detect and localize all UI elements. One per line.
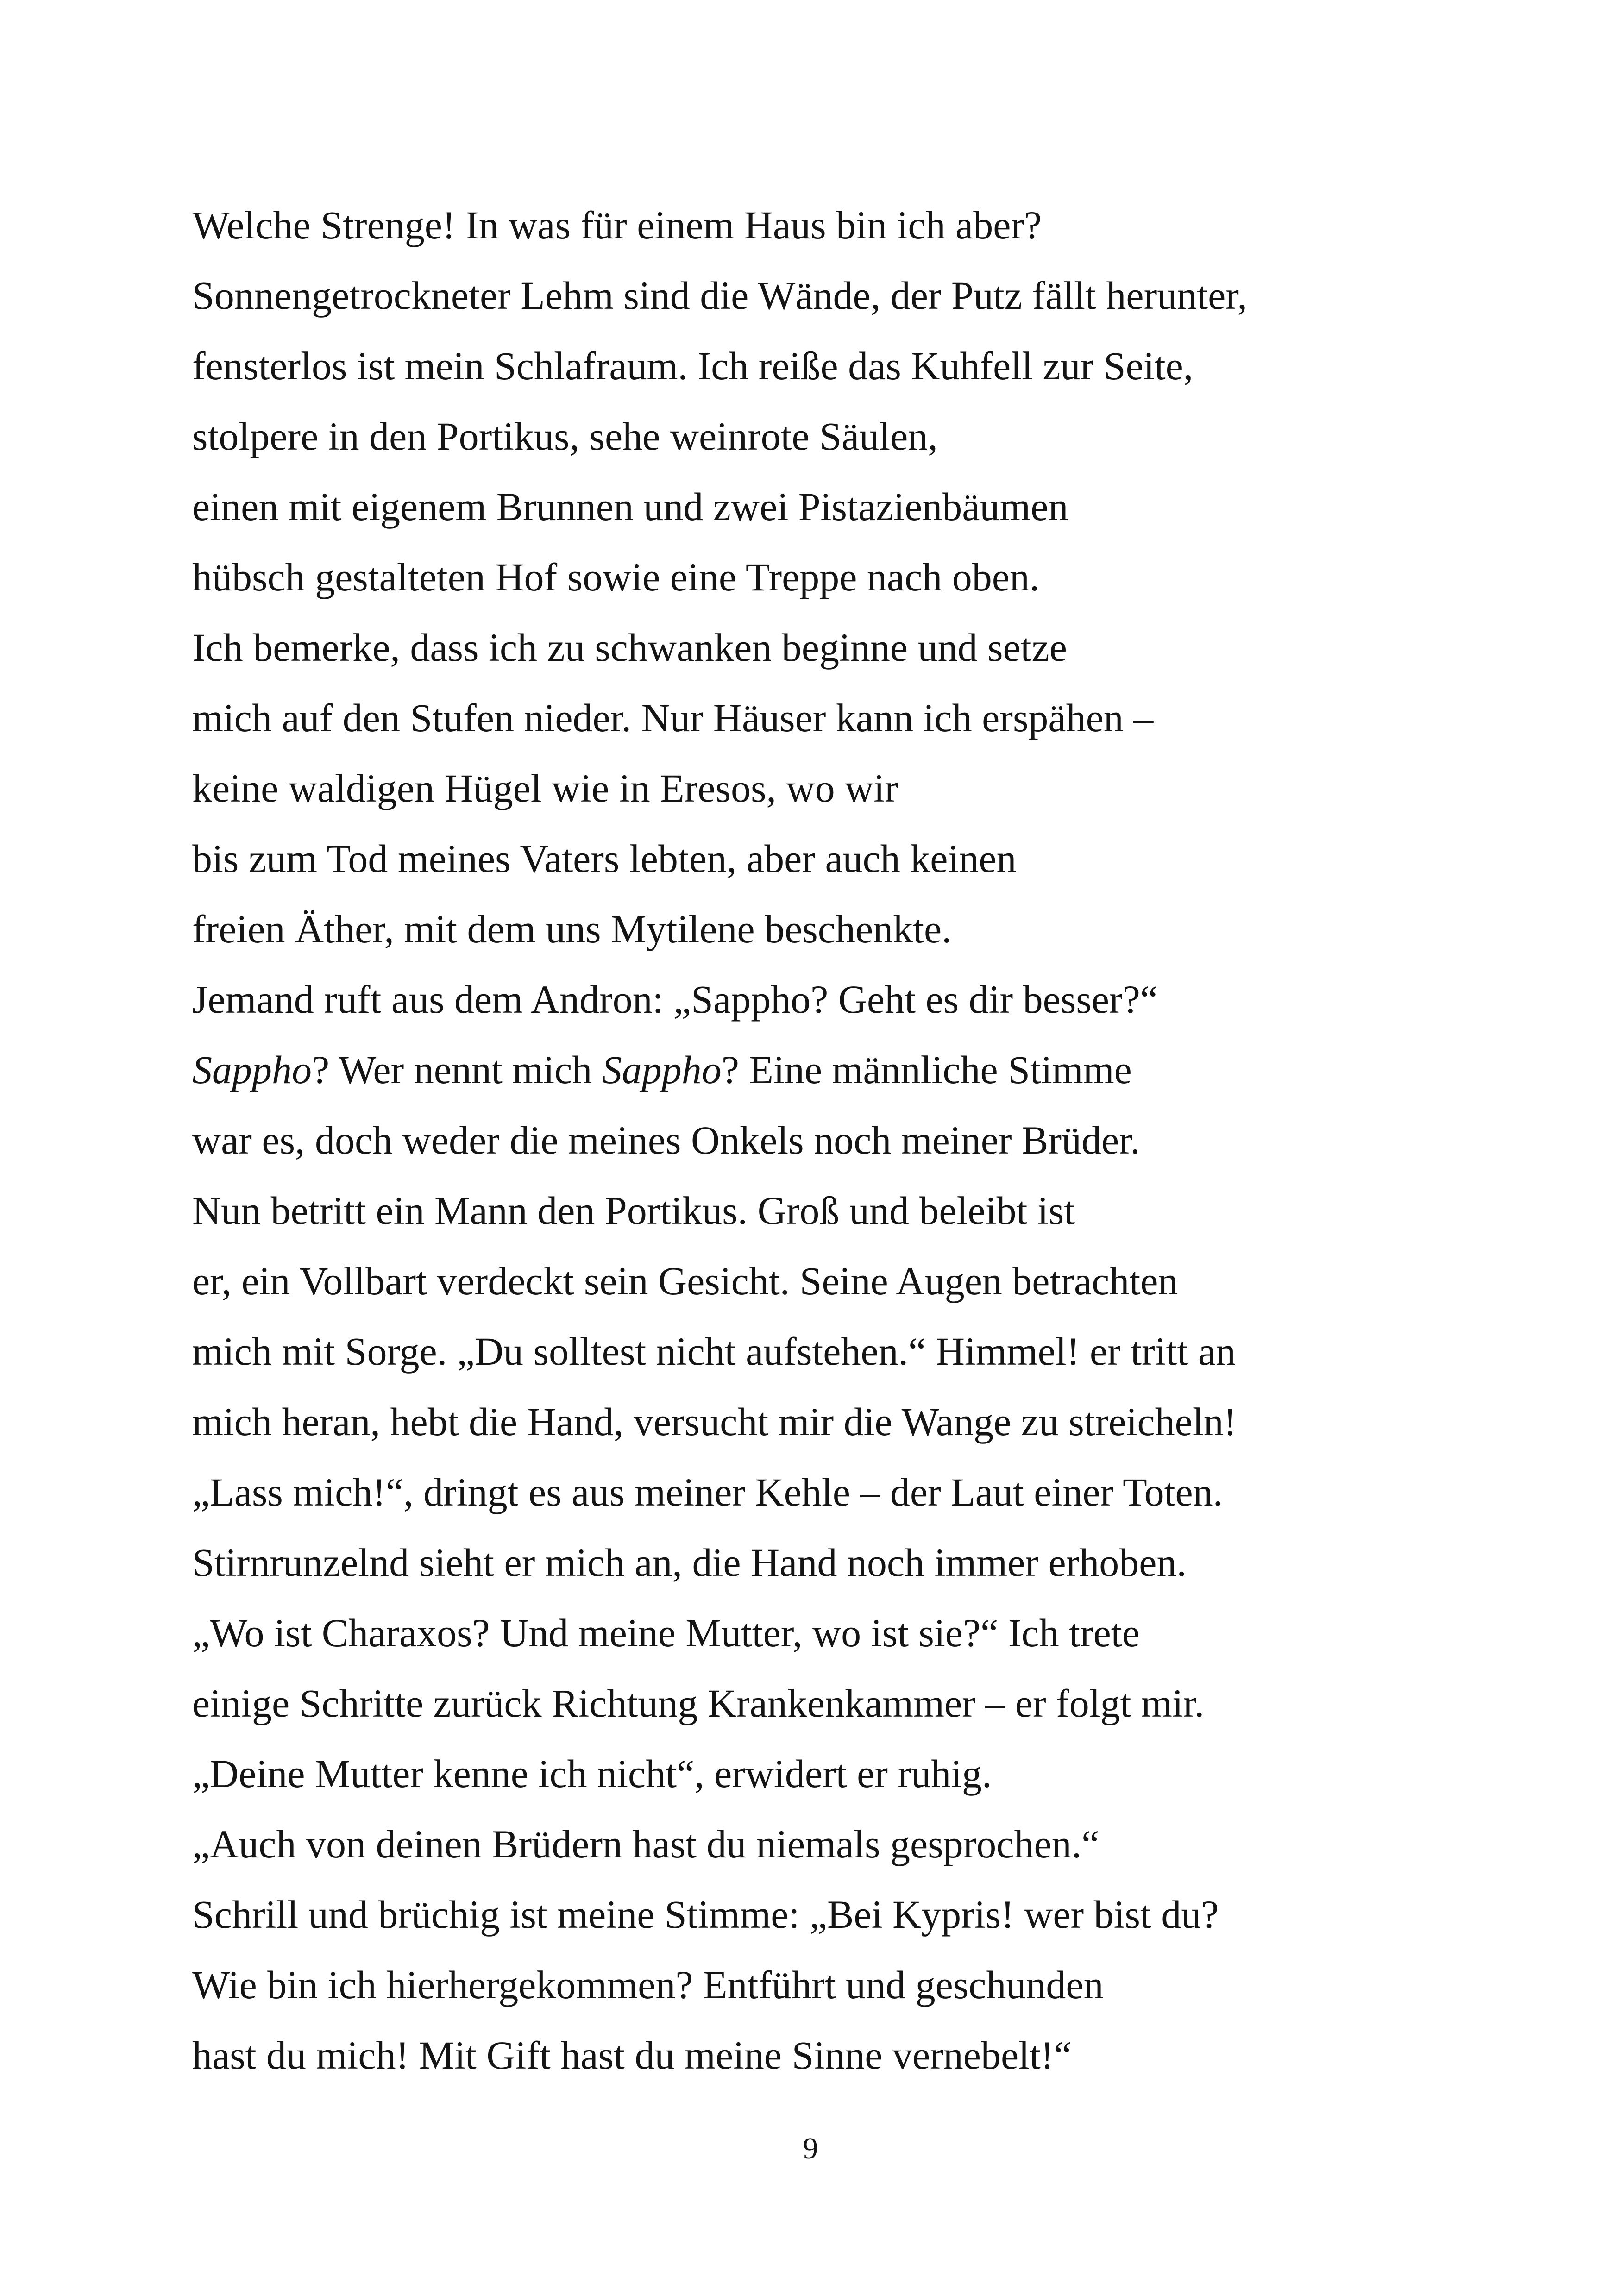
text-line: einige Schritte zurück Richtung Krankenkammer – er folgt mir.: [192, 1681, 1205, 1725]
text-line: Nun betritt ein Mann den Portikus. Groß und beleibt ist: [192, 1188, 1075, 1233]
text-line: mich auf den Stufen nieder. Nur Häuser kann ich erspähen –: [192, 696, 1154, 740]
text-line: „Auch von deinen Brüdern hast du niemals gesprochen.“: [192, 1822, 1100, 1866]
text-line: bis zum Tod meines Vaters lebten, aber auch keinen: [192, 836, 1017, 881]
italic-name: Sappho: [602, 1048, 722, 1092]
text-line: freien Äther, mit dem uns Mytilene beschenkte.: [192, 907, 952, 951]
text-line: Sonnengetrockneter Lehm sind die Wände, der Putz fällt herunter,: [192, 273, 1247, 318]
text-line: fensterlos ist mein Schlafraum. Ich reiße das Kuhfell zur Seite,: [192, 344, 1194, 388]
page-number: 9: [803, 2132, 818, 2165]
text-line: mich mit Sorge. „Du solltest nicht aufstehen.“ Himmel! er tritt an: [192, 1329, 1236, 1374]
text-line: Welche Strenge! In was für einem Haus bin ich aber?: [192, 203, 1042, 247]
text-line: einen mit eigenem Brunnen und zwei Pistazienbäumen: [192, 484, 1068, 529]
text-line: Sappho? Wer nennt mich Sappho? Eine männliche Stimme: [192, 1048, 1132, 1092]
text-line: Jemand ruft aus dem Andron: „Sappho? Geht es dir besser?“: [192, 977, 1158, 1022]
text-line: „Wo ist Charaxos? Und meine Mutter, wo ist sie?“ Ich trete: [192, 1611, 1140, 1655]
text-line: Ich bemerke, dass ich zu schwanken beginne und setze: [192, 625, 1067, 670]
text-line: „Deine Mutter kenne ich nicht“, erwidert er ruhig.: [192, 1751, 992, 1796]
text-line: mich heran, hebt die Hand, versucht mir die Wange zu streicheln!: [192, 1399, 1237, 1444]
text-line: hast du mich! Mit Gift hast du meine Sinne vernebelt!“: [192, 2033, 1072, 2077]
text-line: war es, doch weder die meines Onkels noch meiner Brüder.: [192, 1118, 1140, 1162]
body-text: [192, 190, 1535, 2090]
text-line: hübsch gestalteten Hof sowie eine Treppe nach oben.: [192, 555, 1040, 599]
text-line: Schrill und brüchig ist meine Stimme: „Bei Kypris! wer bist du?: [192, 1892, 1219, 1937]
text-line: stolpere in den Portikus, sehe weinrote Säulen,: [192, 414, 938, 458]
text-line: keine waldigen Hügel wie in Eresos, wo wir: [192, 766, 898, 810]
text-line: Stirnrunzelnd sieht er mich an, die Hand noch immer erhoben.: [192, 1540, 1187, 1585]
italic-name: Sappho: [192, 1048, 312, 1092]
text-line: Wie bin ich hierhergekommen? Entführt und geschunden: [192, 1963, 1104, 2007]
text-line: er, ein Vollbart verdeckt sein Gesicht. Seine Augen betrachten: [192, 1259, 1178, 1303]
text-line: „Lass mich!“, dringt es aus meiner Kehle – der Laut einer Toten.: [192, 1470, 1223, 1514]
